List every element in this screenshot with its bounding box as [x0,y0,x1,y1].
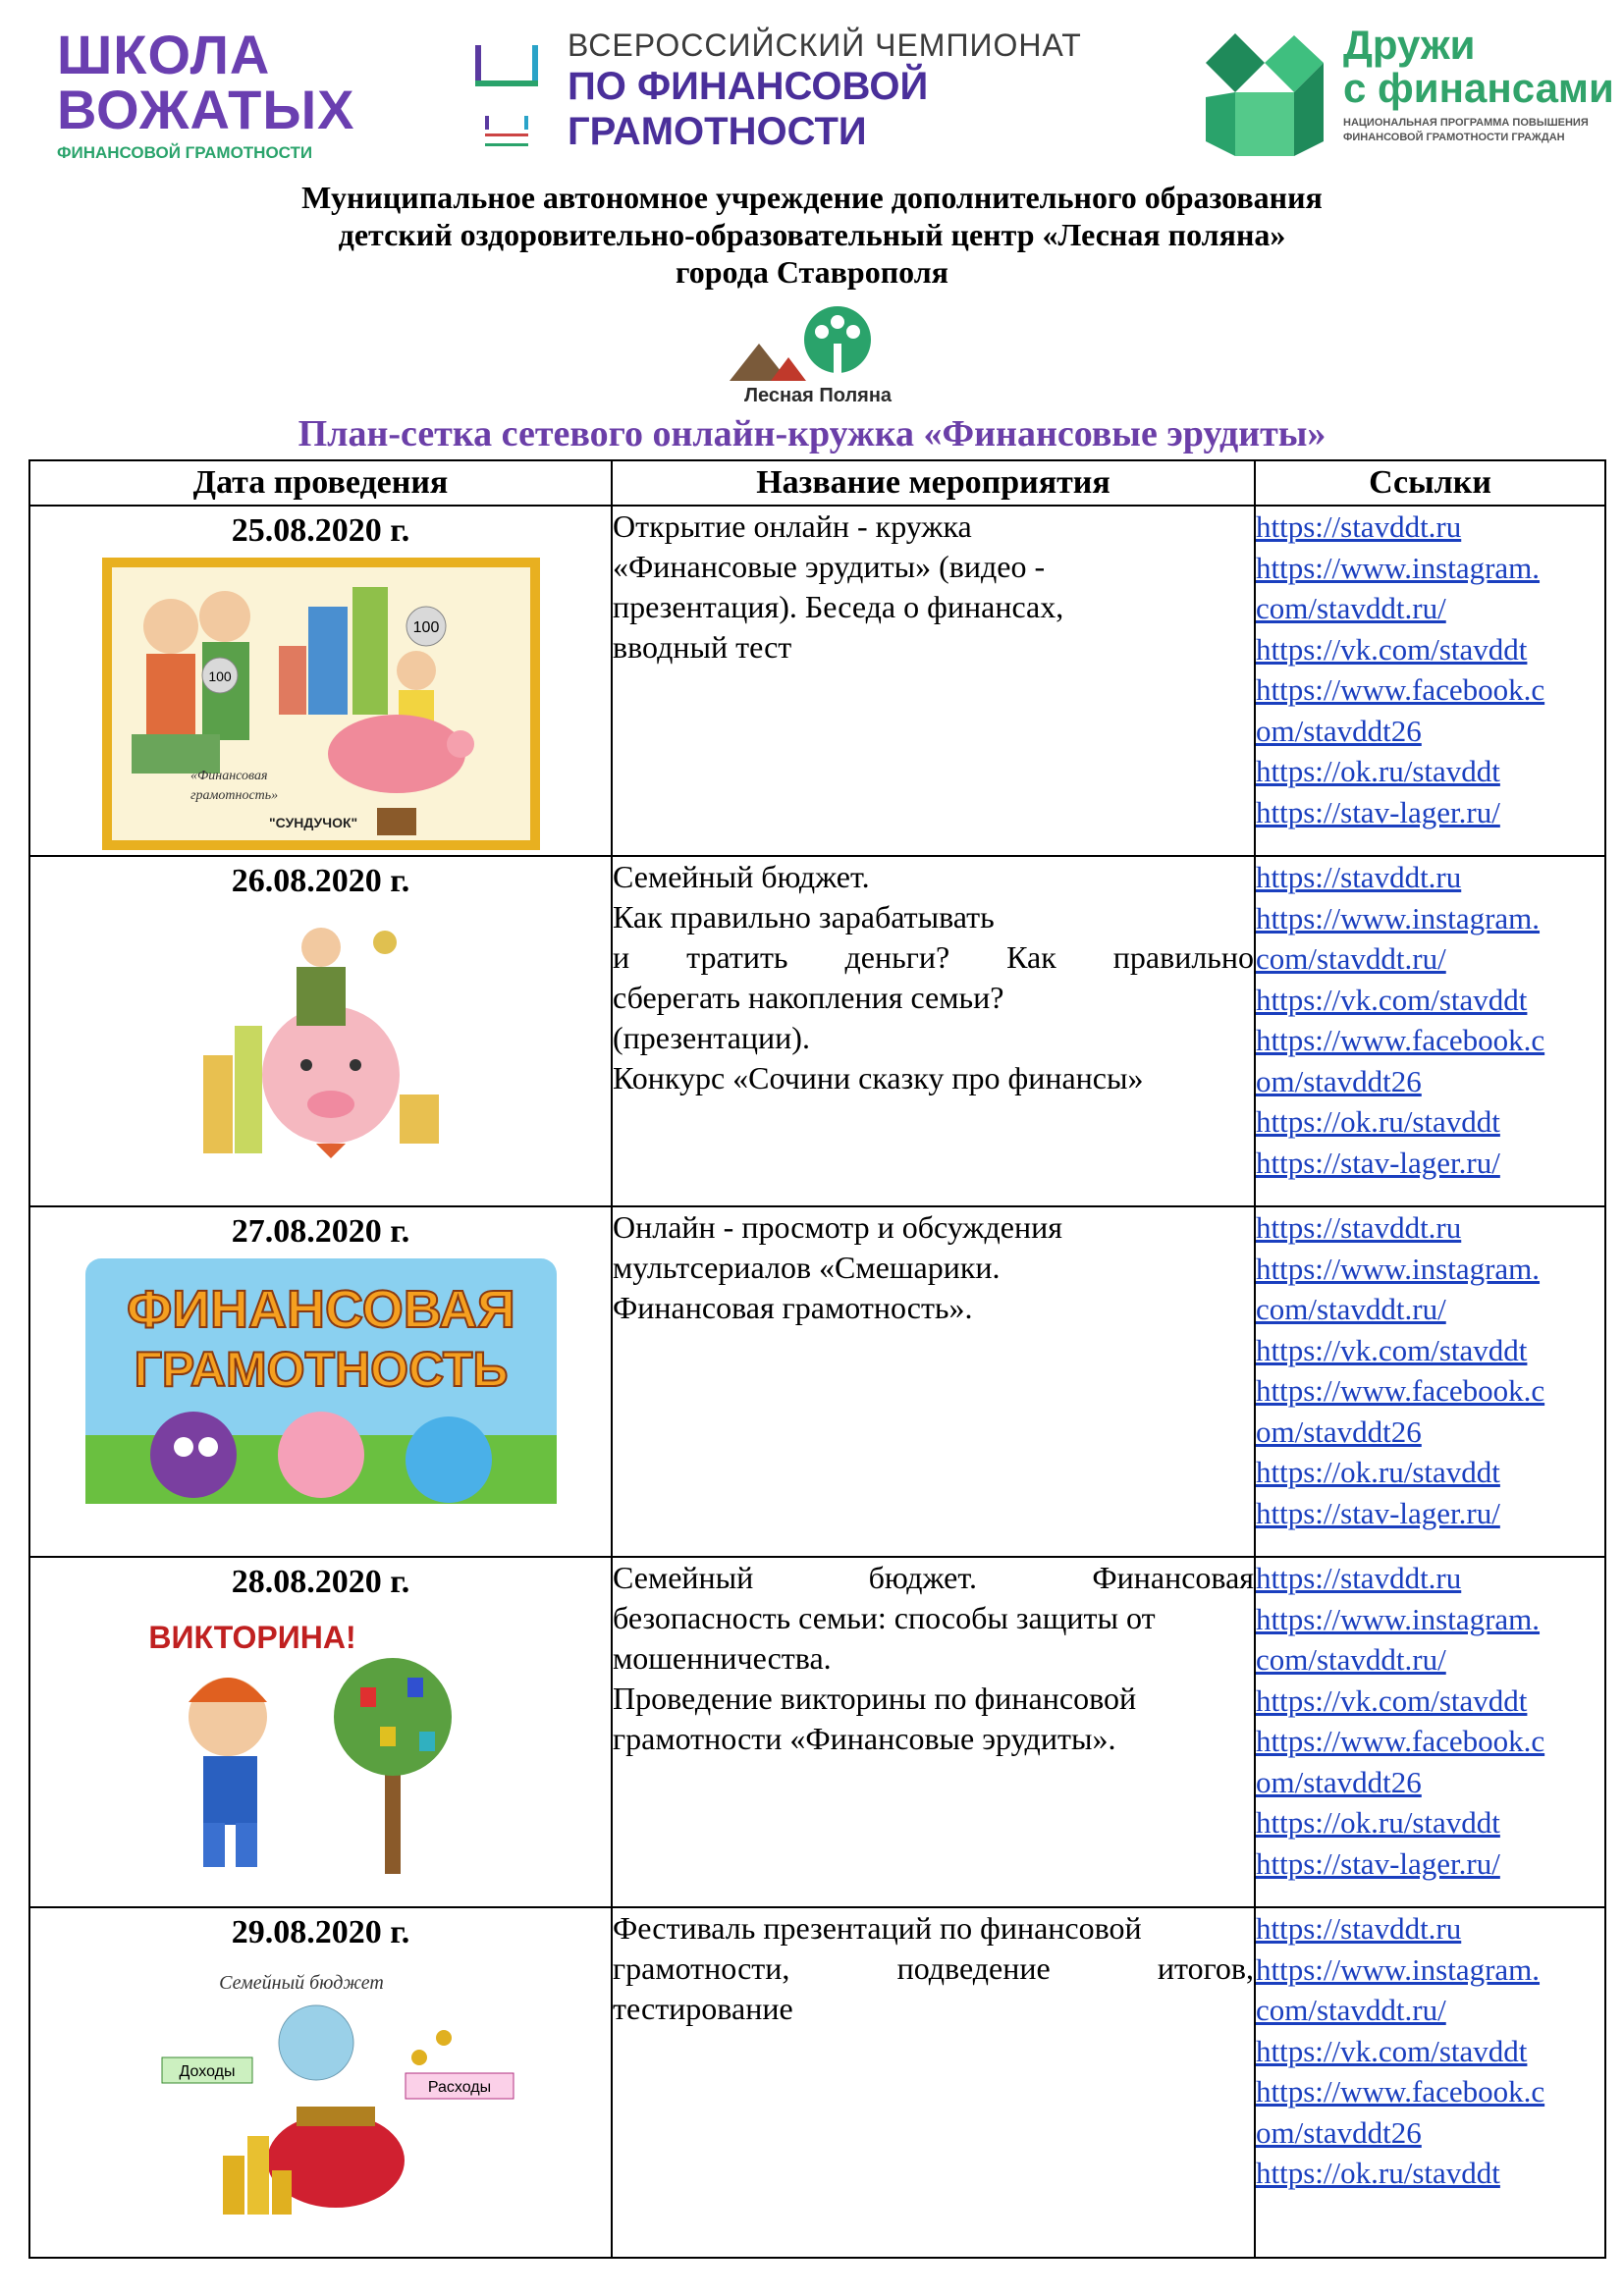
logo-subline: ФИНАНСОВОЙ ГРАМОТНОСТИ ГРАЖДАН [1343,132,1565,143]
logo-subline: ФИНАНСОВОЙ ГРАМОТНОСТИ [57,143,313,162]
logo-subline: НАЦИОНАЛЬНАЯ ПРОГРАММА ПОВЫШЕНИЯ [1343,117,1589,129]
ok-link[interactable]: https://ok.ru/stavddt [1256,1805,1500,1840]
camp-site-link[interactable]: https://stav-lager.ru/ [1256,1145,1500,1180]
org-line: Муниципальное автономное учреждение дополнительного образования [301,180,1323,215]
event-name-line: сберегать накопления семьи? [613,980,1004,1015]
schedule-table [28,459,1606,2259]
event-name-line: и тратить деньги? Как правильно [613,939,1254,975]
links-cell [1255,1557,1605,1907]
site-link[interactable]: https://stavddt.ru [1256,1210,1462,1245]
vk-link[interactable]: https://vk.com/stavddt [1256,982,1528,1017]
quiz-title: ВИКТОРИНА! [147,1620,356,1655]
vk-link[interactable]: https://vk.com/stavddt [1256,1332,1528,1367]
event-name-line: безопасность семьи: способы защиты от [613,1600,1156,1635]
table-row [29,1907,1605,2258]
instagram-link[interactable]: https://www.instagram. [1256,1951,1541,1987]
banner-title: ГРАМОТНОСТЬ [134,1342,508,1397]
event-name-line: (презентации). [613,1020,810,1055]
instagram-link[interactable]: com/stavddt.ru/ [1256,1642,1446,1677]
ok-link[interactable]: https://ok.ru/stavddt [1256,754,1500,788]
site-link[interactable]: https://stavddt.ru [1256,860,1462,894]
facebook-link[interactable]: om/stavddt26 [1256,713,1422,748]
logo-line: ШКОЛА [57,24,271,85]
event-date: 25.08.2020 г. [231,512,410,549]
coin-label: 100 [412,619,439,636]
logo-line: Дружи [1343,22,1476,68]
banner-title: ФИНАНСОВАЯ [126,1280,515,1339]
vk-link[interactable]: https://vk.com/stavddt [1256,1682,1528,1718]
instagram-link[interactable]: https://www.instagram. [1256,1601,1541,1636]
ok-link[interactable]: https://ok.ru/stavddt [1256,1104,1500,1139]
links-cell [1255,506,1605,856]
site-link[interactable]: https://stavddt.ru [1256,509,1462,544]
income-label: Доходы [179,2063,235,2080]
logo-line: ПО ФИНАНСОВОЙ [568,65,929,108]
event-name-line: Семейный бюджет. Финансовая [613,1560,1254,1595]
facebook-link[interactable]: https://www.facebook.c [1256,1023,1545,1057]
facebook-link[interactable]: om/stavddt26 [1256,1764,1422,1799]
family-finance-illustration [102,558,540,850]
event-name-line: грамотности, подведение итогов, [613,1950,1254,1986]
expenses-label: Расходы [427,2079,491,2096]
event-name-line: Онлайн - просмотр и обсуждения [613,1209,1062,1245]
ok-link[interactable]: https://ok.ru/stavddt [1256,2156,1500,2190]
family-budget-illustration [105,1959,537,2224]
plan-title: План-сетка сетевого онлайн-кружка «Финансовые эрудиты» [298,413,1326,454]
facebook-link[interactable]: om/stavddt26 [1256,2114,1422,2150]
event-name-line: Как правильно зарабатывать [613,899,995,934]
date-cell [29,1907,612,2258]
event-date: 28.08.2020 г. [231,1564,410,1600]
date-cell [29,856,612,1206]
coin-label: 100 [207,668,232,684]
links-cell [1255,856,1605,1206]
tree-icon [720,304,916,385]
event-name-line: Фестиваль презентаций по финансовой [613,1910,1142,1946]
camp-site-link[interactable]: https://stav-lager.ru/ [1256,1845,1500,1881]
illus-title: Семейный бюджет [218,1972,384,1994]
instagram-link[interactable]: com/stavddt.ru/ [1256,941,1446,976]
championship-mark-icon [473,35,540,153]
quiz-illustration [144,1609,498,1884]
event-name-line: тестирование [613,1991,793,2026]
event-name-cell [612,1557,1255,1907]
site-link[interactable]: https://stavddt.ru [1256,1911,1462,1946]
instagram-link[interactable]: https://www.instagram. [1256,550,1541,585]
organization-name [0,179,1624,291]
event-name-line: мошенничества. [613,1640,832,1676]
facebook-link[interactable]: https://www.facebook.c [1256,1373,1545,1408]
instagram-link[interactable]: com/stavddt.ru/ [1256,591,1446,625]
vk-link[interactable]: https://vk.com/stavddt [1256,631,1528,667]
logo-line: ГРАМОТНОСТИ [568,110,867,153]
site-link[interactable]: https://stavddt.ru [1256,1561,1462,1595]
event-name-cell [612,1206,1255,1557]
event-name-line: Конкурс «Сочини сказку про финансы» [613,1060,1144,1095]
links-cell [1255,1907,1605,2258]
event-name-cell [612,856,1255,1206]
event-name-line: вводный тест [613,629,792,665]
logo-line: ВСЕРОССИЙСКИЙ ЧЕМПИОНАТ [568,27,1082,63]
instagram-link[interactable]: com/stavddt.ru/ [1256,1993,1446,2027]
facebook-link[interactable]: https://www.facebook.c [1256,672,1545,707]
event-name-line: презентация). Беседа о финансах, [613,589,1064,624]
header-links: Ссылки [1255,460,1605,506]
facebook-link[interactable]: om/stavddt26 [1256,1063,1422,1098]
date-cell [29,506,612,856]
table-row [29,506,1605,856]
org-line: детский оздоровительно-образовательный центр «Лесная поляна» [338,217,1286,252]
lesnaya-polyana-logo [720,304,916,412]
championship-logo [473,27,1082,155]
event-name-line: Проведение викторины по финансовой [613,1681,1137,1716]
piggy-bank-illustration [174,908,468,1183]
instagram-link[interactable]: https://www.instagram. [1256,900,1541,935]
facebook-link[interactable]: https://www.facebook.c [1256,1724,1545,1758]
instagram-link[interactable]: https://www.instagram. [1256,1251,1541,1286]
friends-with-finance-logo [1196,22,1618,169]
event-name-line: грамотности «Финансовые эрудиты». [613,1721,1116,1756]
event-name-cell [612,1907,1255,2258]
illus-caption: «Финансовая [189,769,268,783]
illus-caption: "СУНДУЧОК" [268,815,357,830]
table-row [29,856,1605,1206]
facebook-link[interactable]: https://www.facebook.c [1256,2074,1545,2109]
vk-link[interactable]: https://vk.com/stavddt [1256,2033,1528,2068]
facebook-link[interactable]: om/stavddt26 [1256,1414,1422,1449]
header-date: Дата проведения [29,460,612,506]
event-name-line: Финансовая грамотность». [613,1290,973,1325]
date-cell [29,1206,612,1557]
smeshariki-banner [85,1258,557,1504]
links-cell [1255,1206,1605,1557]
event-date: 27.08.2020 г. [231,1213,410,1250]
table-row [29,1557,1605,1907]
camp-site-link[interactable]: https://stav-lager.ru/ [1256,794,1500,829]
event-name-line: мультсериалов «Смешарики. [613,1250,1001,1285]
ok-link[interactable]: https://ok.ru/stavddt [1256,1455,1500,1489]
header-name: Название мероприятия [612,460,1255,506]
logo-caption: Лесная Поляна [743,385,893,406]
event-name-line: Открытие онлайн - кружка [613,508,972,544]
event-date: 29.08.2020 г. [231,1914,410,1950]
illus-caption: грамотность» [189,788,278,803]
event-name-line: «Финансовые эрудиты» (видео - [613,549,1046,584]
event-name-line: Семейный бюджет. [613,859,870,894]
event-date: 26.08.2020 г. [231,863,410,899]
camp-site-link[interactable]: https://stav-lager.ru/ [1256,1495,1500,1530]
logo-line: с финансами [1343,65,1614,111]
instagram-link[interactable]: com/stavddt.ru/ [1256,1292,1446,1326]
table-row [29,1206,1605,1557]
org-line: города Ставрополя [676,254,948,290]
table-header-row [29,460,1605,506]
fox-polygon-icon [1196,24,1333,161]
event-name-cell [612,506,1255,856]
logo-line: ВОЖАТЫХ [57,79,355,140]
date-cell [29,1557,612,1907]
school-counselors-logo [57,24,355,165]
